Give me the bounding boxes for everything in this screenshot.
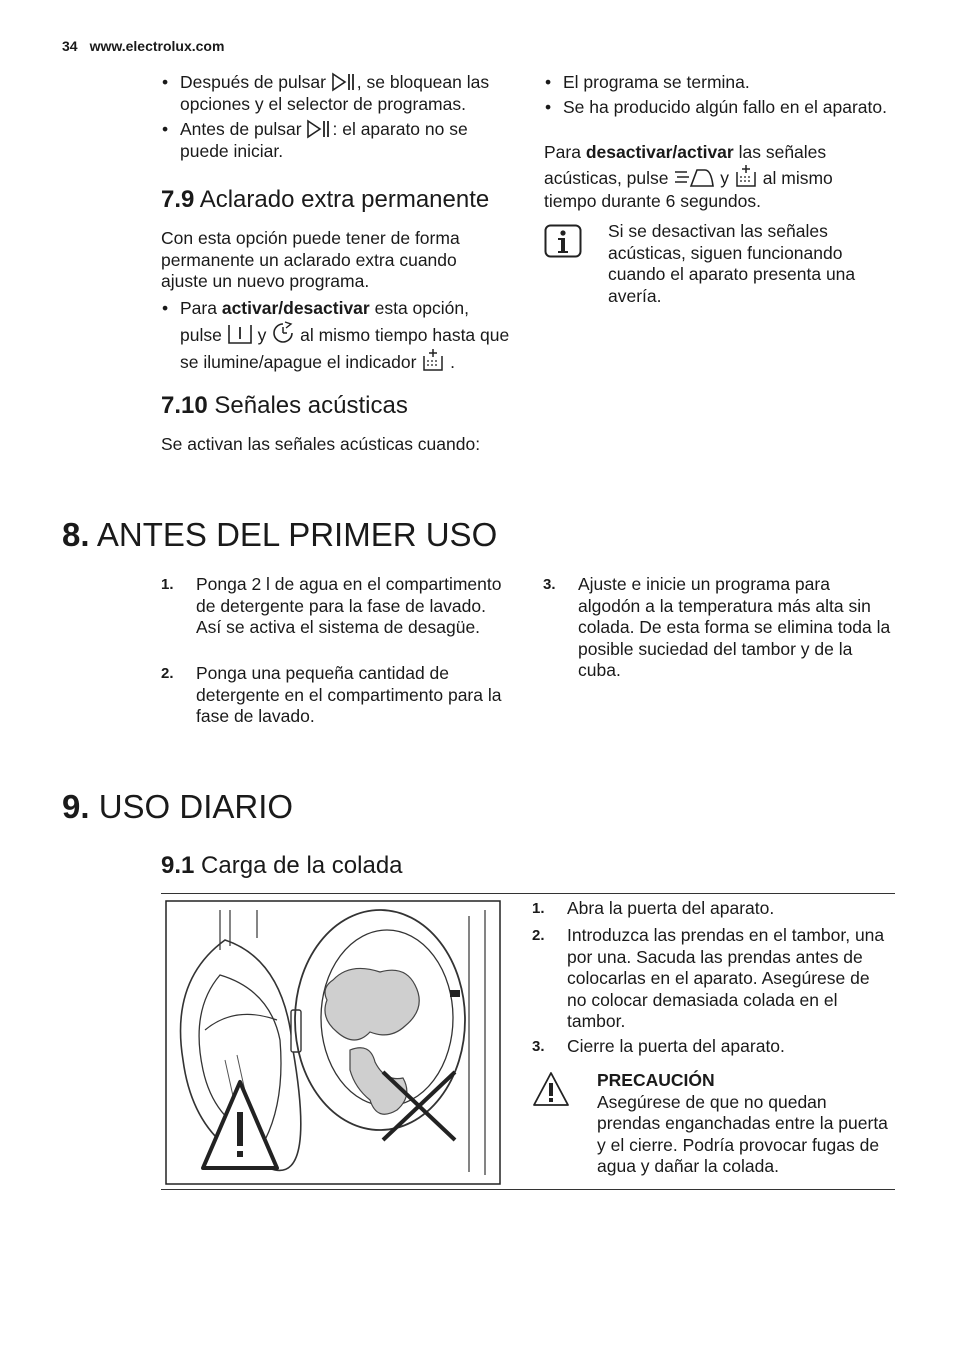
section-heading: 7.10 Señales acústicas (161, 392, 408, 419)
start-pause-icon (331, 72, 357, 92)
start-pause-icon (306, 119, 332, 139)
list-item: 1. Ponga 2 l de agua en el compartimento de detergente para la fase de lavado. Así se activa el sistema de desagüe. (161, 574, 502, 637)
chapter-heading: 9. USO DIARIO (62, 788, 294, 825)
section-heading: 7.9 Aclarado extra permanente (161, 186, 490, 213)
chapter-heading: 8. ANTES DEL PRIMER USO (62, 516, 498, 553)
list-item: 2. Introduzca las prendas en el tambor, una por una. Sacuda las prendas antes de colocarlas en el aparato. Asegúrese de no colocar demasiada colada en el tambor. (532, 925, 885, 1031)
rinse-icon (227, 323, 253, 345)
list-item: • Después de pulsar , se bloquean las opciones y el selector de programas. (162, 72, 490, 114)
website-url: www.electrolux.com (89, 38, 225, 54)
caution-icon (531, 1070, 571, 1108)
paragraph: Con esta opción puede tener de forma permanente un aclarado extra cuando ajuste un nuevo programa. (161, 228, 460, 291)
caution-note (597, 1070, 892, 1178)
page-header (62, 38, 224, 54)
caution-text: Asegúrese de que no quedan prendas enganchadas entre la puerta y el cierre. Podría provocar fugas de agua y dañar la colada. (597, 1091, 888, 1176)
divider (161, 1189, 895, 1190)
list-item: • El programa se termina. (545, 72, 750, 92)
iron-icon (673, 166, 715, 188)
list-item: 3. Cierre la puerta del aparato. (532, 1036, 785, 1056)
list-item: • Para activar/desactivar esta opción, pulse y al mismo tiempo hasta que se ilumine/apague el indicador . (162, 298, 510, 372)
list-item: 1. Abra la puerta del aparato. (532, 898, 775, 918)
caution-title: PRECAUCIÓN (597, 1070, 715, 1090)
paragraph: Se activan las señales acústicas cuando: (161, 434, 481, 454)
info-icon (544, 224, 582, 258)
list-item: 3. Ajuste e inicie un programa para algodón a la temperatura más alta sin colada. De esta forma se elimina toda la posible suciedad del tambor y de la cuba. (543, 574, 891, 680)
divider (161, 893, 895, 894)
extra-rinse-indicator-icon (734, 164, 758, 188)
section-heading: 9.1 Carga de la colada (161, 852, 403, 879)
washing-machine-door-illustration (165, 900, 501, 1185)
list-item: • Se ha producido algún fallo en el aparato. (545, 97, 887, 117)
paragraph: Para desactivar/activar las señales acústicas, pulse y al mismo tiempo durante 6 segundos. (544, 142, 833, 211)
info-note: Si se desactivan las señales acústicas, siguen funcionando cuando el aparato presenta una avería. (608, 221, 856, 306)
list-item: 2. Ponga una pequeña cantidad de detergente en el compartimento para la fase de lavado. (161, 663, 502, 726)
time-icon (271, 321, 295, 345)
extra-rinse-indicator-icon (421, 348, 445, 372)
page-number: 34 (62, 38, 78, 54)
list-item: • Antes de pulsar : el aparato no se puede iniciar. (162, 119, 468, 161)
